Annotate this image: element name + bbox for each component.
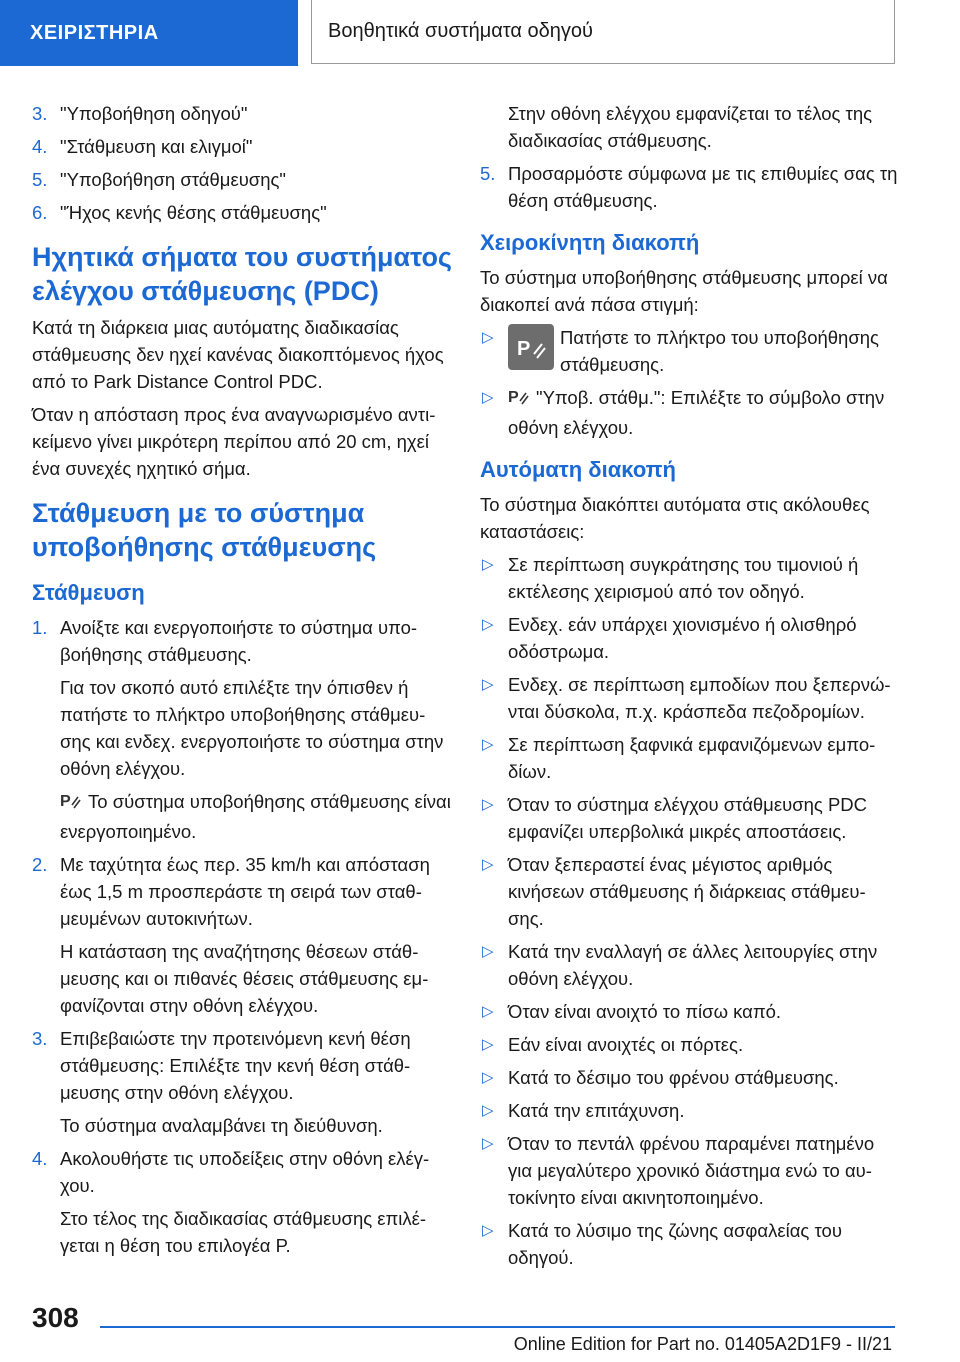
heading-auto-stop: Αυτόματη διακοπή bbox=[480, 457, 676, 482]
right-column bbox=[480, 100, 900, 1277]
heading-manual-stop: Χειροκίνητη διακοπή bbox=[480, 230, 700, 255]
item-number: 3. bbox=[32, 103, 48, 124]
step-text: Ακολουθήστε τις υποδείξεις στην οθόνη ελέγ-χου. bbox=[60, 1148, 430, 1196]
step-item bbox=[480, 160, 900, 214]
menu-list-item bbox=[32, 133, 452, 160]
bullet-triangle-icon: ▷ bbox=[482, 736, 494, 753]
step-number: 3. bbox=[32, 1028, 48, 1049]
bullet-item bbox=[480, 1064, 900, 1091]
paragraph: Το σύστημα διακόπτει αυτόματα στις ακόλουθες καταστάσεις: bbox=[480, 494, 870, 542]
svg-text:P: P bbox=[508, 389, 519, 406]
bullet-text: Ενδεχ. σε περίπτωση εμποδίων που ξεπερνώ-νται δύσκολα, π.χ. κράσπεδα πεζοδρομίων. bbox=[508, 674, 891, 722]
step-item bbox=[32, 614, 452, 668]
bullet-triangle-icon: ▷ bbox=[482, 389, 494, 406]
item-number: 5. bbox=[32, 169, 48, 190]
bullet-triangle-icon: ▷ bbox=[482, 1222, 494, 1239]
item-number: 6. bbox=[32, 202, 48, 223]
menu-list-item bbox=[32, 199, 452, 226]
bullet-text: Σε περίπτωση ξαφνικά εμφανιζόμενων εμπο-δίων. bbox=[508, 734, 876, 782]
bullet-item bbox=[480, 1097, 900, 1124]
bullet-text: Πατήστε το πλήκτρο του υποβοήθησης στάθμευσης. bbox=[560, 327, 879, 375]
step-detail: Στο τέλος της διαδικασίας στάθμευσης επιλέ-γεται η θέση του επιλογέα P. bbox=[60, 1208, 427, 1256]
footer-divider bbox=[100, 1326, 895, 1328]
step-text: Προσαρμόστε σύμφωνα με τις επιθυμίες σας τη θέση στάθμευσης. bbox=[508, 163, 898, 211]
bullet-text: Εάν είναι ανοιχτές οι πόρτες. bbox=[508, 1034, 744, 1055]
bullet-text: Όταν το σύστημα ελέγχου στάθμευσης PDC εμφανίζει υπερβολικά μικρές αποστάσεις. bbox=[508, 794, 868, 842]
item-text: "Ήχος κενής θέσης στάθμευσης" bbox=[60, 202, 327, 223]
bullet-triangle-icon: ▷ bbox=[482, 329, 494, 346]
status-text: Το σύστημα υποβοήθησης στάθμευσης είναι ενεργοποιημένο. bbox=[60, 791, 451, 842]
heading-pdc-signals: Ηχητικά σήματα του συστήματος ελέγχου στάθμευσης (PDC) bbox=[32, 242, 452, 306]
step-number: 5. bbox=[480, 163, 496, 184]
paragraph: Το σύστημα υποβοήθησης στάθμευσης μπορεί να διακοπεί ανά πάσα στιγμή: bbox=[480, 267, 888, 315]
bullet-item bbox=[480, 938, 900, 992]
bullet-triangle-icon: ▷ bbox=[482, 556, 494, 573]
paragraph: Όταν η απόσταση προς ένα αναγνωρισμένο αντι-κείμενο γίνει μικρότερη περίπου από 20 cm, ηχεί ένα συνεχές ηχητικό σήμα. bbox=[32, 404, 436, 479]
paragraph: Κατά τη διάρκεια μιας αυτόματης διαδικασίας στάθμευσης δεν ηχεί κανένας διακοπτόμενος ήχος από το Park Distance Control PDC. bbox=[32, 317, 444, 392]
bullet-item bbox=[480, 1130, 900, 1211]
bullet-text: Κατά το λύσιμο της ζώνης ασφαλείας του οδηγού. bbox=[508, 1220, 842, 1268]
item-text: "Υποβοήθηση στάθμευσης" bbox=[60, 169, 287, 190]
edition-note: Online Edition for Part no. 01405A2D1F9 - II/21 bbox=[513, 1334, 892, 1354]
step-detail: Το σύστημα αναλαμβάνει τη διεύθυνση. bbox=[60, 1115, 383, 1136]
bullet-triangle-icon: ▷ bbox=[482, 1003, 494, 1020]
step-text: Επιβεβαιώστε την προτεινόμενη κενή θέση στάθμευσης: Επιλέξτε την κενή θέση στάθ-μευσης στην οθόνη ελέγχου. bbox=[60, 1028, 411, 1103]
section-tab[interactable]: ΧΕΙΡΙΣΤΗΡΙΑ bbox=[0, 0, 298, 66]
svg-text:P: P bbox=[60, 793, 71, 810]
bullet-triangle-icon: ▷ bbox=[482, 856, 494, 873]
bullet-text: Ενδεχ. εάν υπάρχει χιονισμένο ή ολισθηρό οδόστρωμα. bbox=[508, 614, 857, 662]
bullet-triangle-icon: ▷ bbox=[482, 676, 494, 693]
bullet-triangle-icon: ▷ bbox=[482, 943, 494, 960]
bullet-triangle-icon: ▷ bbox=[482, 1102, 494, 1119]
bullet-triangle-icon: ▷ bbox=[482, 796, 494, 813]
bullet-item bbox=[480, 851, 900, 932]
header-bar bbox=[0, 0, 960, 66]
step-detail: Για τον σκοπό αυτό επιλέξτε την όπισθεν ή πατήστε το πλήκτρο υποβοήθησης στάθμευ-σης και ενδεχ. ενεργοποιήστε το σύστημα στην οθόνη ελέγχου. bbox=[60, 677, 444, 779]
park-assist-icon bbox=[60, 791, 82, 818]
bullet-text: "Υποβ. στάθμ.": Επιλέξτε το σύμβολο στην οθόνη ελέγχου. bbox=[508, 387, 885, 438]
step-number: 4. bbox=[32, 1148, 48, 1169]
bullet-item bbox=[480, 1217, 900, 1271]
item-number: 4. bbox=[32, 136, 48, 157]
bullet-item bbox=[480, 671, 900, 725]
bullet-triangle-icon: ▷ bbox=[482, 1069, 494, 1086]
step-item bbox=[32, 1025, 452, 1106]
step-detail: Η κατάσταση της αναζήτησης θέσεων στάθ-μευσης και οι πιθανές θέσεις στάθμευσης εμ-φανίζονται στην οθόνη ελέγχου. bbox=[60, 941, 429, 1016]
bullet-text: Όταν το πεντάλ φρένου παραμένει πατημένο για μεγαλύτερο χρονικό διάστημα ενώ το αυ-τοκίνητο είναι ακινητοποιημένο. bbox=[508, 1133, 875, 1208]
bullet-text: Κατά το δέσιμο του φρένου στάθμευσης. bbox=[508, 1067, 839, 1088]
bullet-triangle-icon: ▷ bbox=[482, 1036, 494, 1053]
bullet-item bbox=[480, 998, 900, 1025]
bullet-item bbox=[480, 384, 900, 441]
menu-list-item bbox=[32, 166, 452, 193]
heading-parking-assist: Στάθμευση με το σύστημα υποβοήθησης στάθμευσης bbox=[32, 498, 377, 562]
bullet-text: Σε περίπτωση συγκράτησης του τιμονιού ή εκτέλεσης χειρισμού από τον οδηγό. bbox=[508, 554, 859, 602]
chapter-title: Βοηθητικά συστήματα οδηγού bbox=[311, 0, 895, 64]
bullet-item bbox=[480, 551, 900, 605]
bullet-triangle-icon: ▷ bbox=[482, 616, 494, 633]
left-column bbox=[32, 100, 452, 1265]
bullet-text: Όταν είναι ανοιχτό το πίσω καπό. bbox=[508, 1001, 782, 1022]
bullet-item bbox=[480, 791, 900, 845]
bullet-text: Κατά την εναλλαγή σε άλλες λειτουργίες στην οθόνη ελέγχου. bbox=[508, 941, 878, 989]
step-item bbox=[32, 1145, 452, 1199]
item-text: "Υποβοήθηση οδηγού" bbox=[60, 103, 248, 124]
bullet-item bbox=[480, 1031, 900, 1058]
subheading-parking: Στάθμευση bbox=[32, 580, 145, 605]
step-number: 1. bbox=[32, 617, 48, 638]
step-text: Ανοίξτε και ενεργοποιήστε το σύστημα υπο-βοήθησης στάθμευσης. bbox=[60, 617, 418, 665]
step-text: Με ταχύτητα έως περ. 35 km/h και απόσταση έως 1,5 m προσπεράστε τη σειρά των σταθ-μευμένων αυτοκινήτων. bbox=[60, 854, 430, 929]
bullet-triangle-icon: ▷ bbox=[482, 1135, 494, 1152]
step-detail: Στην οθόνη ελέγχου εμφανίζεται το τέλος της διαδικασίας στάθμευσης. bbox=[508, 103, 873, 151]
item-text: "Στάθμευση και ελιγμοί" bbox=[60, 136, 253, 157]
park-assist-icon bbox=[508, 387, 530, 414]
bullet-text: Όταν ξεπεραστεί ένας μέγιστος αριθμός κινήσεων στάθμευσης ή διάρκειας στάθμευ-σης. bbox=[508, 854, 866, 929]
step-item bbox=[32, 851, 452, 932]
step-number: 2. bbox=[32, 854, 48, 875]
svg-text:P: P bbox=[517, 338, 531, 360]
bullet-item bbox=[480, 731, 900, 785]
park-assist-button-icon bbox=[508, 324, 554, 370]
bullet-item bbox=[480, 611, 900, 665]
bullet-text: Κατά την επιτάχυνση. bbox=[508, 1100, 685, 1121]
page-number: 308 bbox=[32, 1302, 79, 1333]
step-detail-status bbox=[32, 788, 452, 845]
bullet-item-button bbox=[480, 324, 900, 378]
menu-list-item bbox=[32, 100, 452, 127]
